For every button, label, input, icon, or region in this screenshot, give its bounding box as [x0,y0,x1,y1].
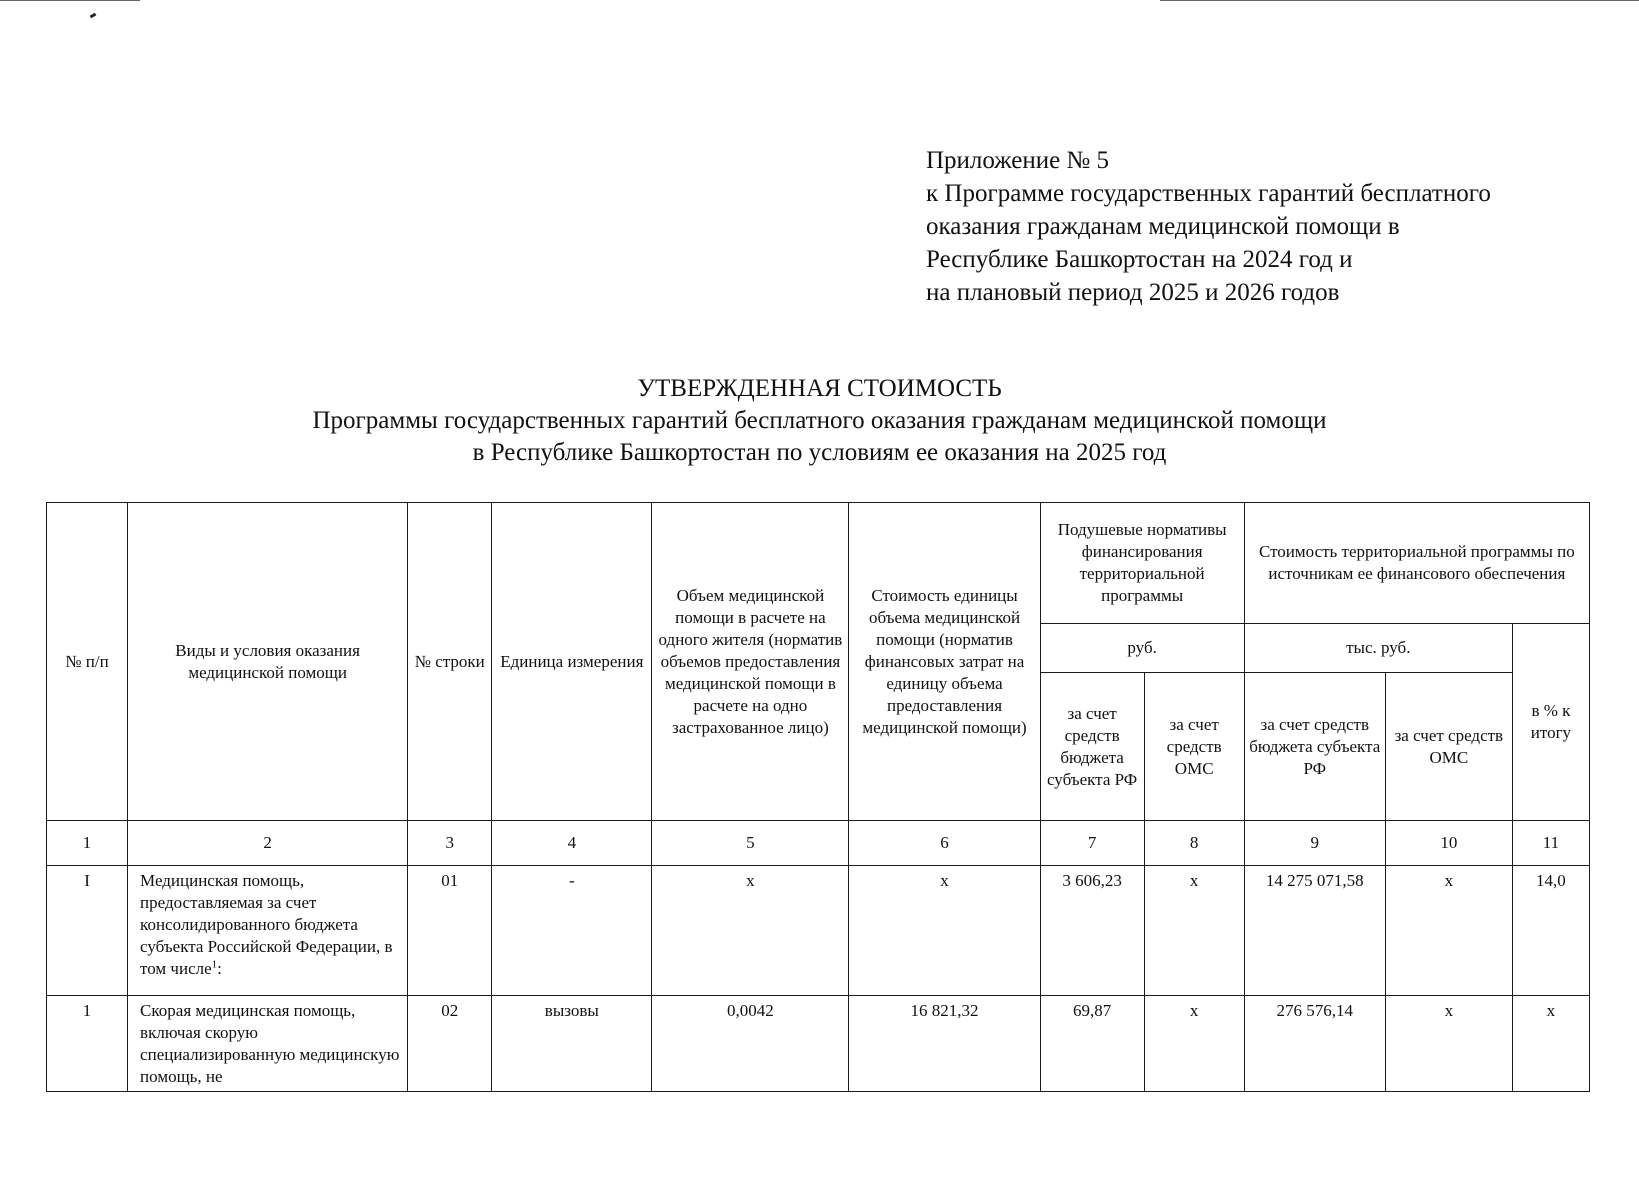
appendix-line: к Программе государственных гарантий бесплатного [926,180,1491,207]
row-name [128,996,408,1092]
row-num: I [47,866,128,996]
appendix-line: оказания гражданам медицинской помощи в [926,213,1400,240]
column-number: 1 [47,821,128,866]
header-budget-thous: за счет средств бюджета субъекта РФ [1244,673,1385,821]
header-num: № п/п [47,503,128,821]
title-line: в Республике Башкортостан по условиям ее оказания на 2025 год [472,439,1167,466]
scan-edge-left [0,0,140,1]
scan-edge-right [1160,0,1639,1]
column-number: 9 [1244,821,1385,866]
row-volume: х [652,866,849,996]
row-unit: вызовы [492,996,652,1092]
row-oms-thous: х [1385,866,1512,996]
cost-table [46,502,1590,1092]
row-pct: х [1512,996,1589,1092]
row-name-tail: : [217,959,222,978]
column-number: 4 [492,821,652,866]
row-name-text: Скорая медицинская помощь, включая скорую специализированную медицинскую помощь, не [140,1001,400,1086]
document-title [0,373,1639,469]
column-number-row [47,821,1590,866]
header-oms-thous: за счет средств ОМС [1385,673,1512,821]
header-unit: Единица измерения [492,503,652,821]
column-number: 11 [1512,821,1589,866]
appendix-line: Приложение № 5 [926,147,1110,174]
header-per-capita: Подушевые нормативы финансирования территориальной программы [1040,503,1244,624]
header-budget-rub: за счет средств бюджета субъекта РФ [1040,673,1144,821]
row-budget-thous: 276 576,14 [1244,996,1385,1092]
table-row [47,866,1590,996]
appendix-reference [926,144,1491,309]
row-line-no: 02 [408,996,492,1092]
row-footnote: 1 [211,958,218,971]
header-row-no: № строки [408,503,492,821]
header-cost-unit: Стоимость единицы объема медицинской помощи (норматив финансовых затрат на единицу объема предоставления медицинской помощи) [849,503,1040,821]
title-heading: УТВЕРЖДЕННАЯ СТОИМОСТЬ [637,375,1002,402]
column-number: 7 [1040,821,1144,866]
header-rub: руб. [1040,624,1244,673]
appendix-line: Республике Башкортостан на 2024 год и [926,246,1353,273]
row-name [128,866,408,996]
row-pct: 14,0 [1512,866,1589,996]
header-oms-rub: за счет средств ОМС [1144,673,1244,821]
row-num: 1 [47,996,128,1092]
column-number: 8 [1144,821,1244,866]
column-number: 6 [849,821,1040,866]
header-thous-rub: тыс. руб. [1244,624,1512,673]
row-cost-unit: х [849,866,1040,996]
row-oms-thous: х [1385,996,1512,1092]
title-line: Программы государственных гарантий бесплатного оказания гражданам медицинской помощи [312,407,1327,434]
row-budget-rub: 3 606,23 [1040,866,1144,996]
row-budget-thous: 14 275 071,58 [1244,866,1385,996]
header-kinds: Виды и условия оказания медицинской помощи [128,503,408,821]
header-volume: Объем медицинской помощи в расчете на одного жителя (норматив объемов предоставления медицинской помощи в расчете на одно застрахованное лицо) [652,503,849,821]
row-volume: 0,0042 [652,996,849,1092]
column-number: 5 [652,821,849,866]
appendix-line: на плановый период 2025 и 2026 годов [926,279,1340,306]
row-budget-rub: 69,87 [1040,996,1144,1092]
column-number: 3 [408,821,492,866]
table-row [47,996,1590,1092]
row-cost-unit: 16 821,32 [849,996,1040,1092]
scan-mark [90,13,97,19]
row-oms-rub: х [1144,866,1244,996]
column-number: 10 [1385,821,1512,866]
header-program-cost: Стоимость территориальной программы по источникам ее финансового обеспечения [1244,503,1589,624]
row-oms-rub: х [1144,996,1244,1092]
row-unit: - [492,866,652,996]
column-number: 2 [128,821,408,866]
row-line-no: 01 [408,866,492,996]
header-pct-total: в % к итогу [1512,624,1589,821]
row-name-text: Медицинская помощь, предоставляемая за счет консолидированного бюджета субъекта Российской Федерации, в том числе [140,871,393,978]
